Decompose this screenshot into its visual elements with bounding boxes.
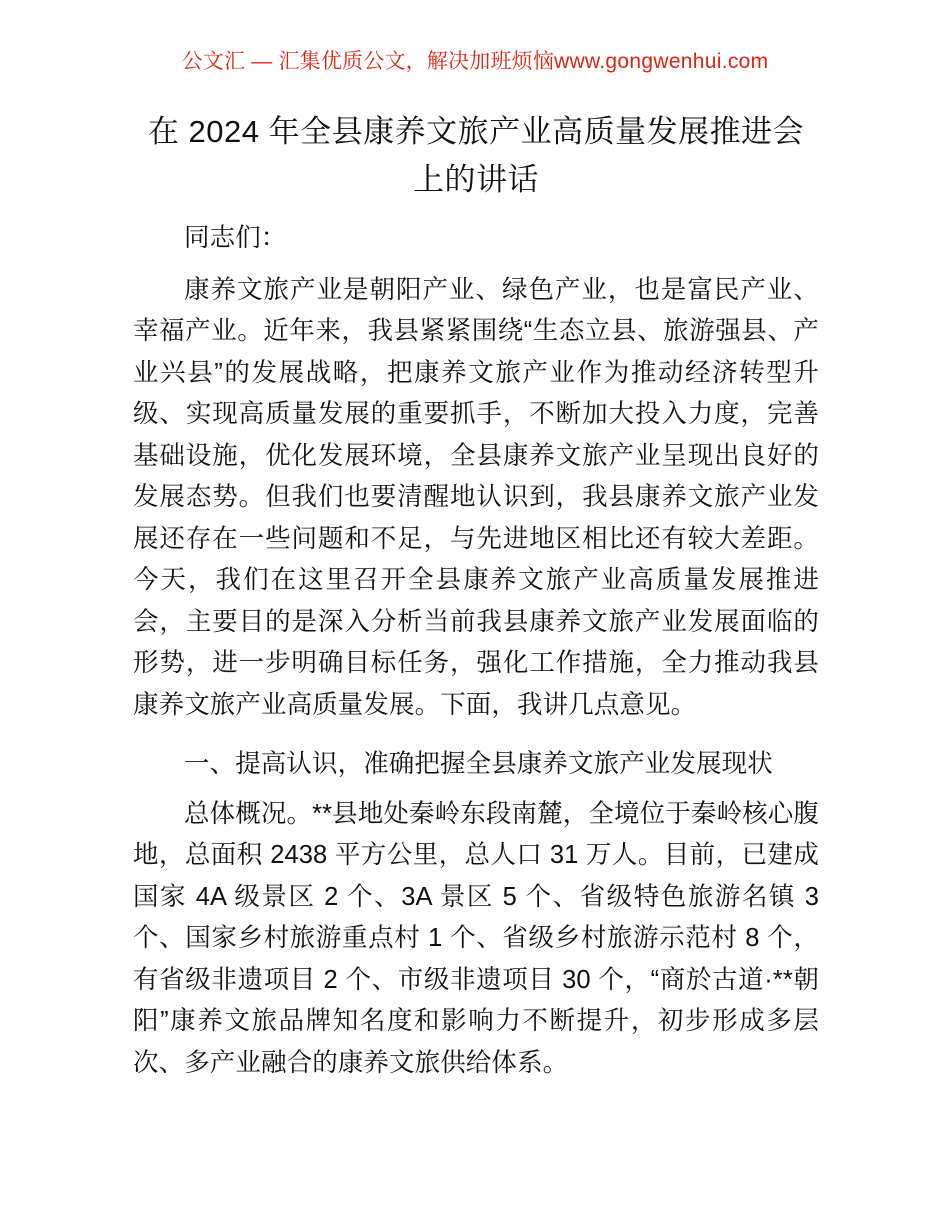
section-one-paragraph: 总体概况。**县地处秦岭东段南麓，全境位于秦岭核心腹地，总面积 2438 平方公里，总人口 31 万人。目前，已建成国家 4A 级景区 2 个、3A 景区 5 个、省级特色旅游名镇 3 个、国家乡村旅游重点村 1 个、省级乡村旅游示范村 8 个，有省级非遗项目 2 个、市级非遗项目 30 个，“商於古道·**朝阳”康养文旅品牌知名度和影响力不断提升，初步形成多层次、多产业融合的康养文旅供给体系。 (133, 799, 819, 1077)
document-body (133, 108, 819, 1088)
section-heading-one: 一、提高认识，准确把握全县康养文旅产业发展现状 (184, 750, 773, 778)
intro-paragraph: 康养文旅产业是朝阳产业、绿色产业，也是富民产业、幸福产业。近年来，我县紧紧围绕“生态立县、旅游强县、产业兴县”的发展战略，把康养文旅产业作为推动经济转型升级、实现高质量发展的重要抓手，不断加大投入力度，完善基础设施，优化发展环境，全县康养文旅产业呈现出良好的发展态势。但我们也要清醒地认识到，我县康养文旅产业发展还存在一些问题和不足，与先进地区相比还有较大差距。今天，我们在这里召开全县康养文旅产业高质量发展推进会，主要目的是深入分析当前我县康养文旅产业发展面临的形势，进一步明确目标任务，强化工作措施，全力推动我县康养文旅产业高质量发展。下面，我讲几点意见。 (133, 275, 819, 719)
page-title: 在 2024 年全县康养文旅产业高质量发展推进会上的讲话 (147, 114, 805, 197)
salutation-line: 同志们： (184, 224, 287, 252)
site-url-text: www.gongwenhui.com (554, 50, 769, 73)
site-watermark-banner (0, 48, 950, 76)
site-brand-text: 公文汇 — 汇集优质公文，解决加班烦恼 (181, 50, 555, 73)
paragraph-spacer (133, 730, 819, 736)
